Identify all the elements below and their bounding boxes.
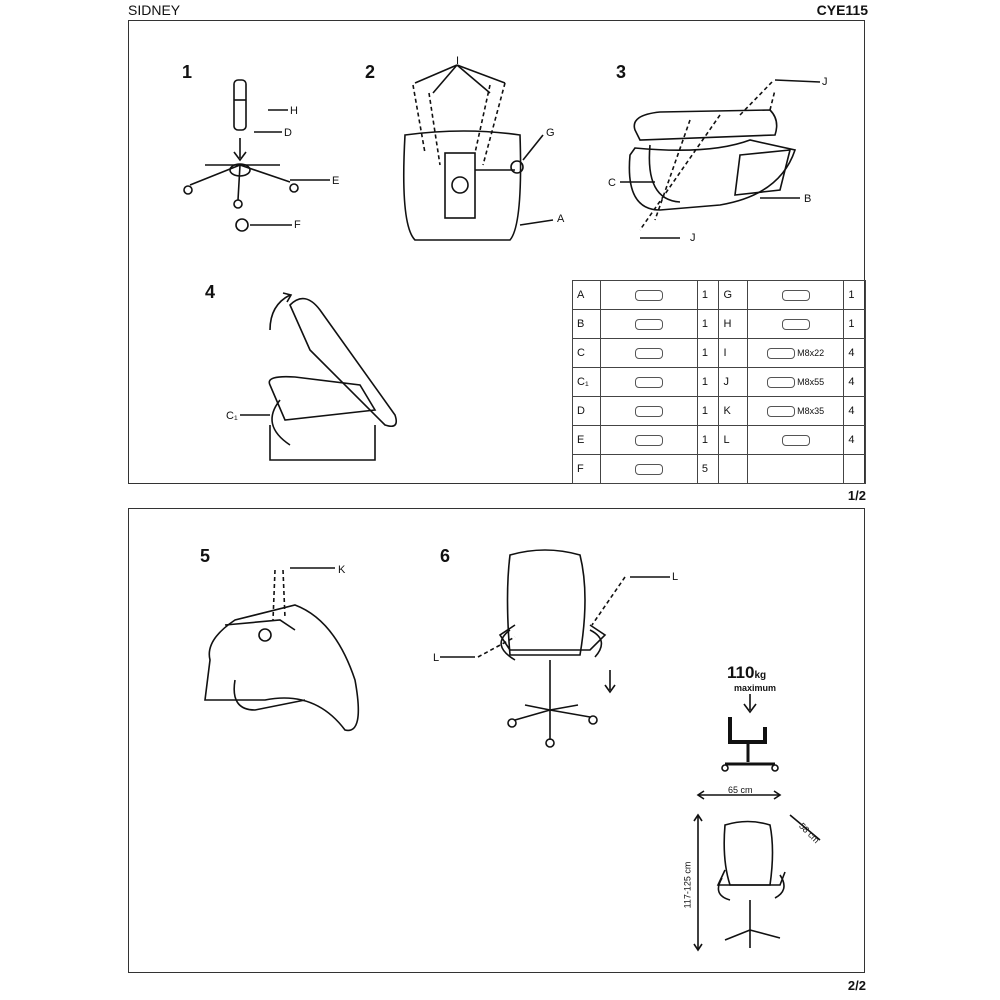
parts-row [573, 310, 866, 339]
page-number-2: 2/2 [847, 978, 866, 993]
screw-icon [767, 406, 795, 417]
depth-label: 58 cm [797, 820, 822, 846]
step-2-illustration [395, 55, 575, 255]
step-5-illustration [195, 560, 385, 745]
max-load-number: 110 [727, 663, 755, 682]
gas-lift-icon [747, 310, 844, 339]
parts-row [573, 339, 866, 368]
callout-l-left: L [433, 652, 440, 664]
part-qty: 1 [697, 426, 719, 455]
part-qty: 1 [844, 281, 866, 310]
part-qty: 1 [697, 310, 719, 339]
part-letter: G [719, 281, 747, 310]
part-letter: I [719, 339, 747, 368]
step-6-illustration [430, 545, 690, 755]
part-qty: 4 [844, 397, 866, 426]
parts-row [573, 455, 866, 484]
product-code: CYE115 [816, 2, 868, 18]
step-2-number: 2 [365, 62, 376, 82]
callout-b: B [804, 193, 812, 205]
step-4-illustration [225, 285, 415, 465]
mechanism-icon [782, 290, 810, 301]
callout-l-right: L [672, 571, 679, 583]
part-letter: A [573, 281, 601, 310]
callout-k: K [338, 564, 346, 576]
screw-icon [747, 397, 844, 426]
part-qty [844, 455, 866, 484]
part-qty: 1 [844, 310, 866, 339]
cover-icon [635, 406, 663, 417]
screw-size: M8x22 [797, 348, 825, 358]
step-3-illustration [620, 70, 830, 250]
part-letter: H [719, 310, 747, 339]
armrest-icon [635, 377, 663, 388]
callout-g: G [546, 127, 555, 139]
part-letter: C [573, 339, 601, 368]
step-1-number: 1 [182, 62, 193, 82]
parts-row [573, 426, 866, 455]
callout-i: I [456, 55, 460, 67]
empty-cell [747, 455, 844, 484]
part-qty: 1 [697, 397, 719, 426]
cap-icon [782, 435, 810, 446]
max-load-value [727, 663, 766, 683]
page-number-1: 1/2 [847, 488, 866, 503]
part-qty: 4 [844, 426, 866, 455]
backrest-icon [635, 319, 663, 330]
callout-a: A [557, 213, 565, 225]
callout-c1: C₁ [226, 410, 238, 422]
armrest-icon [601, 339, 698, 368]
parts-row [573, 368, 866, 397]
part-qty: 1 [697, 281, 719, 310]
screw-icon [767, 377, 795, 388]
step-6-number: 6 [440, 546, 451, 566]
callout-d: D [284, 127, 292, 139]
part-letter: L [719, 426, 747, 455]
seat-icon [635, 290, 663, 301]
part-qty: 1 [697, 368, 719, 397]
step-3-number: 3 [616, 62, 627, 82]
part-letter: C₁ [573, 368, 601, 397]
mechanism-icon [747, 281, 844, 310]
part-letter: D [573, 397, 601, 426]
max-load-label: maximum [734, 683, 777, 693]
screw-size: M8x35 [797, 406, 825, 416]
step-1-illustration [170, 70, 370, 240]
screw-icon [747, 339, 844, 368]
dimension-diagram [690, 790, 840, 960]
max-load-unit: kg [754, 670, 767, 681]
gas-lift-icon [782, 319, 810, 330]
width-label: 65 cm [728, 785, 753, 795]
part-qty: 4 [844, 368, 866, 397]
step-5-number: 5 [200, 546, 211, 566]
chair-load-icon [720, 692, 790, 777]
part-letter [719, 455, 747, 484]
callout-e: E [332, 175, 340, 187]
screw-size: M8x55 [797, 377, 825, 387]
cap-icon [747, 426, 844, 455]
callout-j-top: J [822, 76, 828, 88]
height-label: 117-125 cm [682, 861, 693, 909]
seat-icon [601, 281, 698, 310]
base-icon [601, 426, 698, 455]
part-letter: F [573, 455, 601, 484]
part-letter: E [573, 426, 601, 455]
callout-j-bottom: J [690, 232, 696, 244]
part-qty: 1 [697, 339, 719, 368]
screw-icon [747, 368, 844, 397]
callout-f: F [294, 219, 301, 231]
callout-c: C [608, 177, 616, 189]
armrest-icon [635, 348, 663, 359]
caster-icon [601, 455, 698, 484]
base-icon [635, 435, 663, 446]
parts-row [573, 281, 866, 310]
cover-icon [601, 397, 698, 426]
backrest-icon [601, 310, 698, 339]
product-name: SIDNEY [128, 2, 181, 18]
part-letter: K [719, 397, 747, 426]
screw-icon [767, 348, 795, 359]
part-qty: 4 [844, 339, 866, 368]
step-4-number: 4 [205, 282, 216, 302]
armrest-icon [601, 368, 698, 397]
caster-icon [635, 464, 663, 475]
callout-h: H [290, 105, 298, 117]
parts-table [572, 280, 866, 484]
part-letter: B [573, 310, 601, 339]
part-letter: J [719, 368, 747, 397]
part-qty: 5 [697, 455, 719, 484]
parts-row [573, 397, 866, 426]
